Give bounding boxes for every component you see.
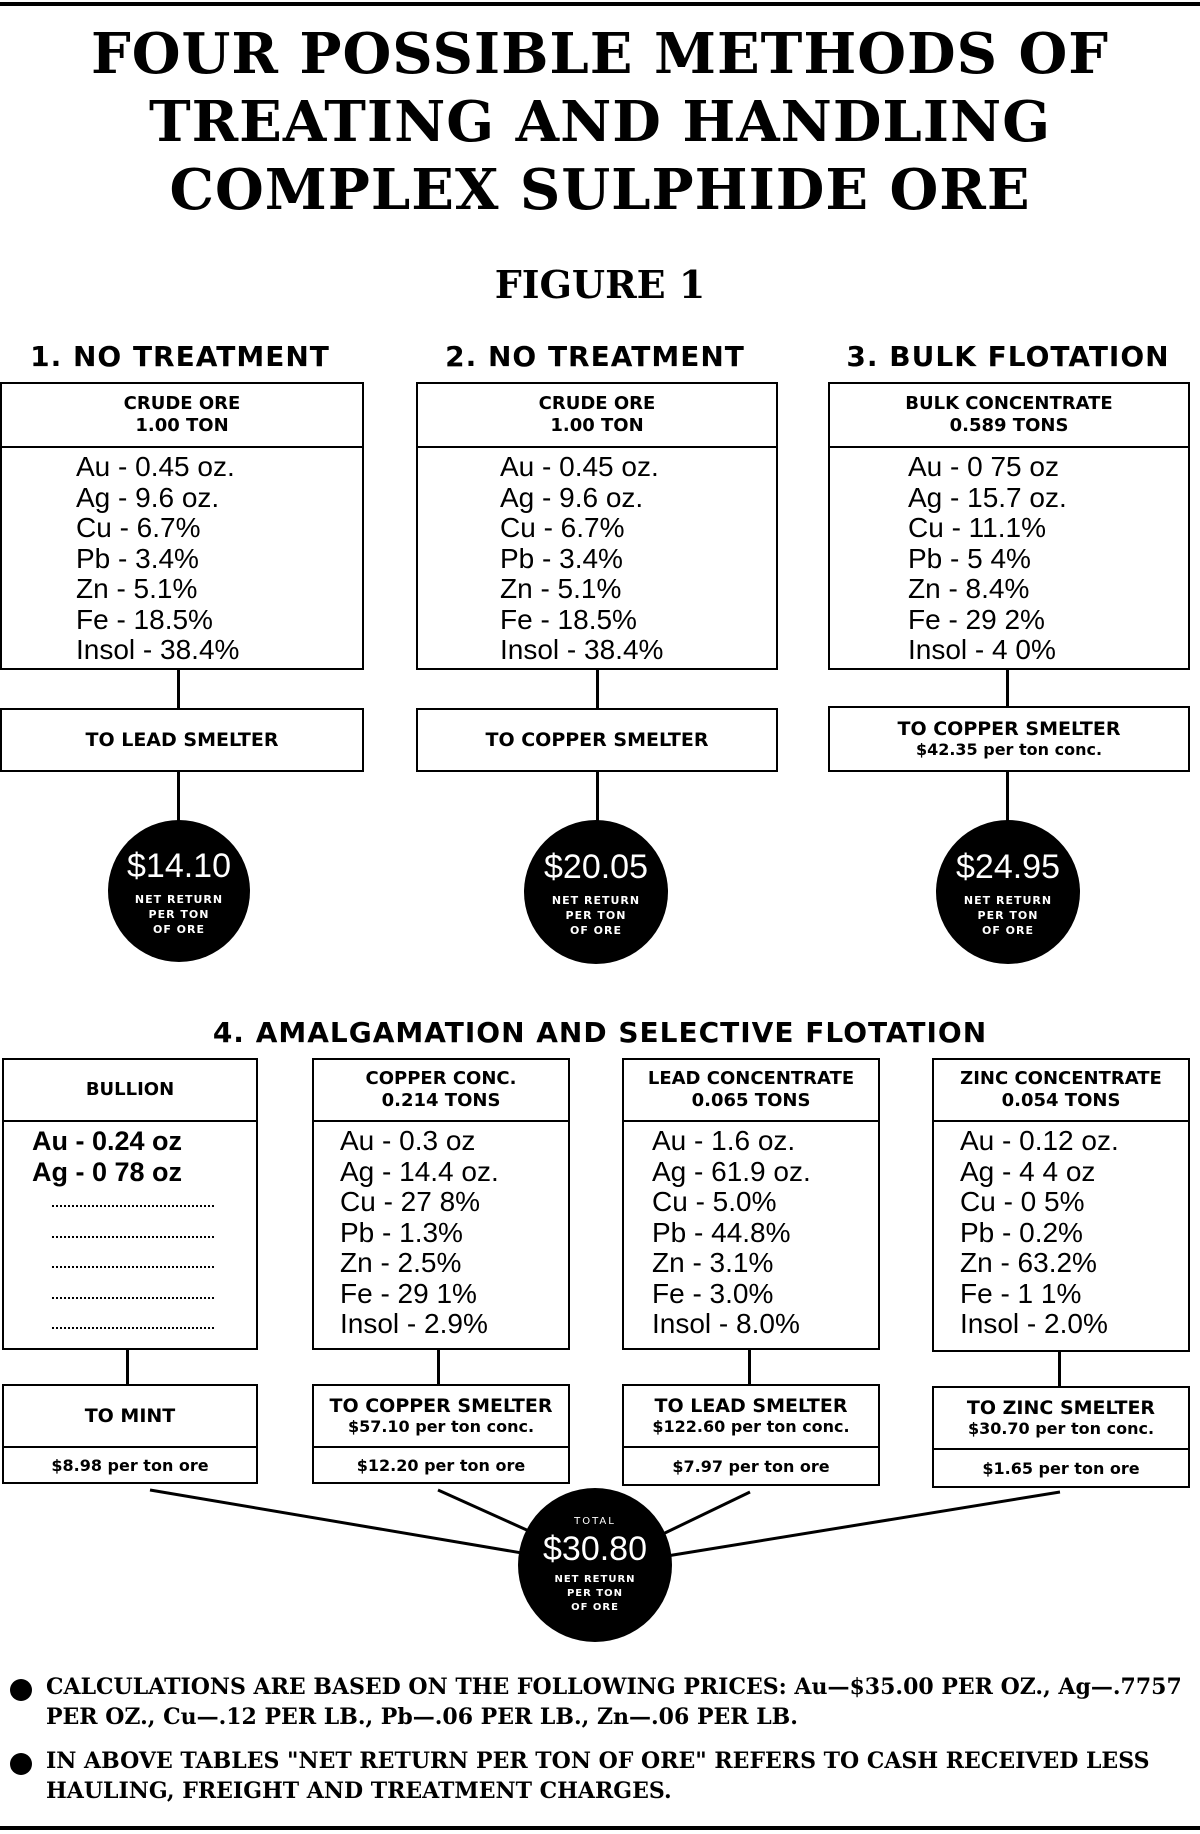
connector-line [177,670,180,710]
assay-row: Fe - 3.0% [652,1277,774,1309]
assay-row: Zn - 2.5% [340,1247,462,1278]
net-return-label: PER TON [148,907,210,921]
method-2-heading: 2. NO TREATMENT [445,340,745,373]
assay-row: Cu - 11.1% [908,512,1046,543]
bullion-return-per-ton-ore: $8.98 per ton ore [2,1446,258,1484]
connector-line [596,772,599,824]
total-net-return-badge [518,1488,672,1642]
copper-conc-return-per-ton-ore: $12.20 per ton ore [312,1446,570,1484]
box-title: BULK CONCENTRATE [905,393,1113,414]
box-header [418,384,776,448]
title-line: TREATING AND HANDLING [148,89,1052,155]
assay-row: Ag - 9.6 oz. [76,481,220,513]
assay-row: Insol - 2.0% [960,1308,1108,1339]
assay-list [418,448,776,666]
figure-label: FIGURE 1 [494,262,706,307]
assay-row: Zn - 5.1% [500,573,622,604]
destination-note: $122.60 per ton conc. [652,1417,850,1436]
box-header [830,384,1188,448]
assay-row: Pb - 3.4% [500,542,623,574]
footnote-prices [10,1672,1195,1732]
connector-line [1006,772,1009,824]
box-title: LEAD CONCENTRATE [647,1068,855,1089]
destination-label: TO COPPER SMELTER [329,1395,553,1417]
box-subtitle: 0.065 TONS [691,1090,811,1111]
destination-label: TO LEAD SMELTER [85,729,279,751]
method-3-assay-box [828,382,1190,670]
net-return-label: OF ORE [981,923,1035,937]
title-line: COMPLEX SULPHIDE ORE [169,157,1031,223]
destination-label: TO ZINC SMELTER [966,1397,1156,1419]
assay-list [314,1122,568,1340]
assay-list [624,1122,878,1340]
destination-note: $57.10 per ton conc. [347,1417,535,1436]
bullet-icon [10,1753,32,1775]
box-header [934,1060,1188,1122]
box-subtitle: 1.00 TON [550,415,644,436]
bullet-icon [10,1679,32,1701]
box-header [624,1060,878,1122]
copper-conc-destination [312,1384,570,1448]
connector-line [437,1350,440,1386]
bullion-assay-box [2,1058,258,1350]
box-title: CRUDE ORE [538,393,656,414]
assay-row: Ag - 61.9 oz. [652,1155,811,1187]
assay-row: Zn - 63.2% [960,1247,1097,1278]
assay-row: Cu - 27 8% [340,1186,481,1217]
assay-row: Fe - 18.5% [76,603,213,635]
assay-row: Cu - 6.7% [500,512,625,543]
net-return-label: PER TON [566,1588,624,1599]
method-2-destination [416,708,778,772]
method-3-heading: 3. BULK FLOTATION [846,340,1170,373]
dotted-line [4,1218,256,1249]
net-return-label: OF ORE [571,1602,619,1613]
zinc-concentrate-destination [932,1386,1190,1450]
assay-list [934,1122,1188,1340]
destination-label: TO MINT [84,1405,176,1427]
box-subtitle: 0.214 TONS [381,1090,501,1111]
assay-row: Cu - 5.0% [652,1186,777,1217]
dotted-line [4,1248,256,1279]
destination-note: $42.35 per ton conc. [915,740,1103,759]
assay-row: Ag - 9.6 oz. [500,481,644,513]
method-2-net-return-badge [524,820,668,964]
connector-line [748,1350,751,1386]
connector-line [596,670,599,710]
destination-label: TO COPPER SMELTER [485,729,709,751]
net-return-label: PER TON [977,908,1039,922]
net-return-value: $24.95 [956,847,1060,886]
box-title: ZINC CONCENTRATE [960,1068,1162,1089]
assay-list [4,1122,256,1187]
assay-row: Ag - 4 4 oz [960,1155,1096,1187]
destination-note: $30.70 per ton conc. [967,1419,1155,1438]
net-return-value: $14.10 [127,846,231,885]
assay-row: Insol - 4 0% [908,634,1056,665]
box-header [4,1060,256,1122]
assay-row: Fe - 1 1% [960,1277,1082,1309]
connector-line [1006,670,1009,708]
method-1-heading: 1. NO TREATMENT [30,340,330,373]
destination-label: TO COPPER SMELTER [897,718,1121,740]
assay-row: Zn - 8.4% [908,573,1030,604]
method-1-destination [0,708,364,772]
assay-row: Pb - 5 4% [908,542,1031,574]
net-return-label: OF ORE [152,922,206,936]
footnote-text: IN ABOVE TABLES "NET RETURN PER TON OF ORE" REFERS TO CASH RECEIVED LESS HAULING, FREIGHT AND TREATMENT CHARGES. [46,1748,1150,1804]
box-subtitle: 0.589 TONS [949,415,1069,436]
net-return-label: NET RETURN [963,893,1053,907]
lead-concentrate-destination [622,1384,880,1448]
title-line: FOUR POSSIBLE METHODS OF [90,21,1110,87]
total-label: TOTAL [574,1516,616,1527]
assay-row: Insol - 2.9% [340,1308,488,1339]
net-return-label: PER TON [565,908,627,922]
net-return-value: $20.05 [544,847,648,886]
total-net-return-value: $30.80 [543,1530,647,1568]
dotted-line [4,1309,256,1340]
box-header [2,384,362,448]
method-1-net-return-badge [108,820,250,962]
dotted-line [4,1187,256,1218]
blank-assay-lines [4,1187,256,1340]
connector-line [177,772,180,824]
net-return-label: NET RETURN [134,892,224,906]
assay-row: Au - 0.24 oz [32,1126,183,1156]
method-4-heading: 4. AMALGAMATION AND SELECTIVE FLOTATION [212,1016,988,1049]
method-2-assay-box [416,382,778,670]
box-title: CRUDE ORE [123,393,241,414]
assay-row: Pb - 44.8% [652,1216,791,1248]
assay-row: Au - 0.45 oz. [76,451,235,482]
destination-label: TO LEAD SMELTER [654,1395,848,1417]
box-subtitle: 1.00 TON [135,415,229,436]
assay-row: Cu - 6.7% [76,512,201,543]
assay-row: Cu - 0 5% [960,1186,1085,1217]
assay-row: Insol - 38.4% [500,634,664,665]
assay-row: Fe - 18.5% [500,603,637,635]
box-title: COPPER CONC. [365,1068,517,1089]
method-3-destination [828,706,1190,772]
zinc-concentrate-return-per-ton-ore: $1.65 per ton ore [932,1448,1190,1488]
method-1-assay-box [0,382,364,670]
connector-line [126,1350,129,1386]
lead-concentrate-assay-box [622,1058,880,1350]
box-subtitle: 0.054 TONS [1001,1090,1121,1111]
bottom-rule [0,1826,1200,1830]
assay-row: Fe - 29 1% [340,1277,477,1309]
assay-row: Au - 0.45 oz. [500,451,659,482]
method-3-net-return-badge [936,820,1080,964]
assay-row: Ag - 15.7 oz. [908,481,1067,513]
connector-line [1058,1352,1061,1388]
net-return-label: NET RETURN [554,1574,636,1585]
assay-row: Insol - 8.0% [652,1308,800,1339]
copper-conc-assay-box [312,1058,570,1350]
lead-concentrate-return-per-ton-ore: $7.97 per ton ore [622,1446,880,1486]
assay-row: Insol - 38.4% [76,634,240,665]
bullion-destination [2,1384,258,1448]
assay-list [2,448,362,666]
assay-row: Pb - 0.2% [960,1216,1083,1248]
footnote-definition [10,1746,1195,1806]
footnote-text: CALCULATIONS ARE BASED ON THE FOLLOWING PRICES: Au—$35.00 PER OZ., Ag—.7757 PER OZ., Cu—.12 PER LB., Pb—.06 PER LB., Zn—.06 PER LB. [46,1674,1182,1730]
assay-row: Zn - 5.1% [76,573,198,604]
net-return-label: OF ORE [569,923,623,937]
box-header [314,1060,568,1122]
assay-row: Fe - 29 2% [908,603,1045,635]
assay-row: Au - 0 75 oz [908,451,1059,482]
assay-row: Zn - 3.1% [652,1247,774,1278]
box-title: BULLION [85,1079,175,1100]
assay-list [830,448,1188,666]
assay-row: Pb - 1.3% [340,1216,463,1248]
assay-row: Pb - 3.4% [76,542,199,574]
dotted-line [4,1279,256,1310]
zinc-concentrate-assay-box [932,1058,1190,1352]
assay-row: Au - 1.6 oz. [652,1125,796,1156]
assay-row: Au - 0.3 oz [340,1125,476,1156]
assay-row: Ag - 14.4 oz. [340,1155,499,1187]
net-return-label: NET RETURN [551,893,641,907]
assay-row: Au - 0.12 oz. [960,1125,1119,1156]
assay-row: Ag - 0 78 oz [32,1156,183,1187]
